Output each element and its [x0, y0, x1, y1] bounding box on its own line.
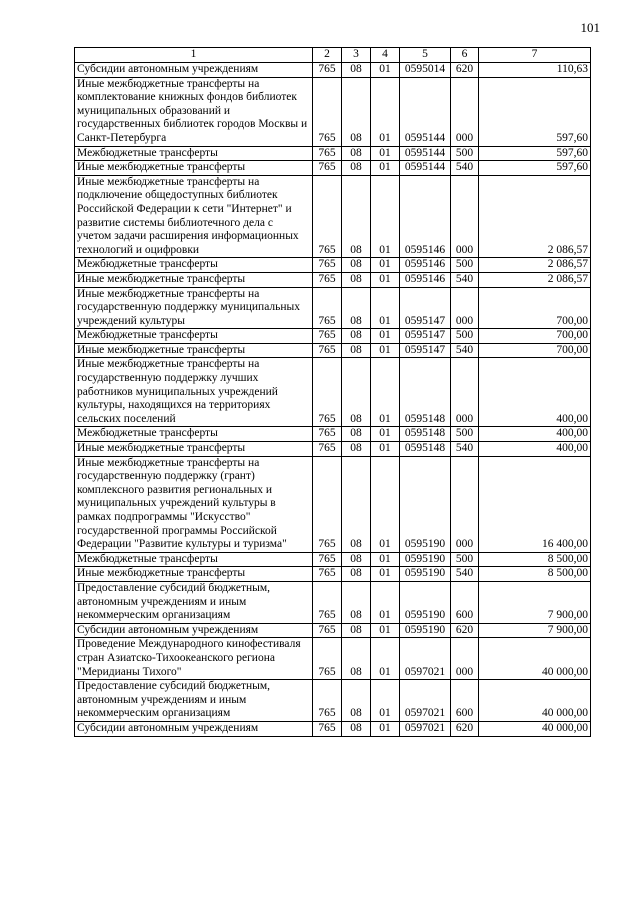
amount-cell: 7 900,00 — [479, 581, 591, 623]
table-row — [75, 77, 591, 146]
table-row — [75, 343, 591, 358]
table-row — [75, 175, 591, 258]
table-row — [75, 272, 591, 287]
table-row — [75, 146, 591, 161]
ministry-code: 765 — [313, 329, 342, 344]
target-article-code: 0595146 — [400, 258, 451, 273]
row-description: Иные межбюджетные трансферты — [75, 343, 313, 358]
table-row — [75, 721, 591, 736]
amount-cell: 597,60 — [479, 146, 591, 161]
amount-cell: 700,00 — [479, 343, 591, 358]
subsection-code: 01 — [371, 638, 400, 680]
subsection-code: 01 — [371, 680, 400, 722]
amount-cell: 2 086,57 — [479, 272, 591, 287]
ministry-code: 765 — [313, 552, 342, 567]
ministry-code: 765 — [313, 146, 342, 161]
section-code: 08 — [342, 358, 371, 427]
amount-cell: 700,00 — [479, 329, 591, 344]
section-code: 08 — [342, 721, 371, 736]
subsection-code: 01 — [371, 721, 400, 736]
amount-cell: 400,00 — [479, 442, 591, 457]
expense-type-code: 500 — [451, 329, 479, 344]
subsection-code: 01 — [371, 456, 400, 552]
target-article-code: 0595148 — [400, 427, 451, 442]
expense-type-code: 540 — [451, 567, 479, 582]
ministry-code: 765 — [313, 258, 342, 273]
row-description: Субсидии автономным учреждениям — [75, 623, 313, 638]
ministry-code: 765 — [313, 287, 342, 329]
target-article-code: 0595144 — [400, 161, 451, 176]
column-header: 6 — [451, 48, 479, 63]
section-code: 08 — [342, 680, 371, 722]
section-code: 08 — [342, 329, 371, 344]
subsection-code: 01 — [371, 567, 400, 582]
ministry-code: 765 — [313, 175, 342, 258]
target-article-code: 0595190 — [400, 456, 451, 552]
expense-type-code: 620 — [451, 721, 479, 736]
ministry-code: 765 — [313, 567, 342, 582]
section-code: 08 — [342, 456, 371, 552]
target-article-code: 0595146 — [400, 175, 451, 258]
table-row — [75, 581, 591, 623]
section-code: 08 — [342, 272, 371, 287]
amount-cell: 2 086,57 — [479, 258, 591, 273]
target-article-code: 0595148 — [400, 358, 451, 427]
subsection-code: 01 — [371, 343, 400, 358]
subsection-code: 01 — [371, 552, 400, 567]
expense-type-code: 540 — [451, 442, 479, 457]
amount-cell: 700,00 — [479, 287, 591, 329]
expense-type-code: 000 — [451, 638, 479, 680]
expense-type-code: 000 — [451, 358, 479, 427]
target-article-code: 0595190 — [400, 567, 451, 582]
row-description: Иные межбюджетные трансферты на подключение общедоступных библиотек Российской Федерации к сети "Интернет" и развитие системы библиотечного дела с учетом задачи расширения информационных технологий и оцифровки — [75, 175, 313, 258]
expense-type-code: 000 — [451, 287, 479, 329]
ministry-code: 765 — [313, 63, 342, 78]
amount-cell: 2 086,57 — [479, 175, 591, 258]
section-code: 08 — [342, 427, 371, 442]
row-description: Иные межбюджетные трансферты — [75, 442, 313, 457]
table-row — [75, 552, 591, 567]
amount-cell: 8 500,00 — [479, 552, 591, 567]
page-number: 101 — [580, 20, 600, 35]
target-article-code: 0595190 — [400, 581, 451, 623]
target-article-code: 0595148 — [400, 442, 451, 457]
target-article-code: 0595190 — [400, 552, 451, 567]
target-article-code: 0595190 — [400, 623, 451, 638]
subsection-code: 01 — [371, 258, 400, 273]
expense-type-code: 620 — [451, 63, 479, 78]
expense-type-code: 540 — [451, 343, 479, 358]
ministry-code: 765 — [313, 272, 342, 287]
section-code: 08 — [342, 161, 371, 176]
subsection-code: 01 — [371, 63, 400, 78]
section-code: 08 — [342, 552, 371, 567]
target-article-code: 0597021 — [400, 680, 451, 722]
table-row — [75, 329, 591, 344]
row-description: Иные межбюджетные трансферты на комплектование книжных фондов библиотек муниципальных образований и государственных библиотек городов Москвы и Санкт-Петербурга — [75, 77, 313, 146]
ministry-code: 765 — [313, 623, 342, 638]
subsection-code: 01 — [371, 161, 400, 176]
column-header: 3 — [342, 48, 371, 63]
subsection-code: 01 — [371, 581, 400, 623]
table-body — [75, 63, 591, 737]
amount-cell: 40 000,00 — [479, 721, 591, 736]
row-description: Предоставление субсидий бюджетным, автономным учреждениям и иным некоммерческим организациям — [75, 581, 313, 623]
ministry-code: 765 — [313, 343, 342, 358]
section-code: 08 — [342, 258, 371, 273]
section-code: 08 — [342, 175, 371, 258]
table-row — [75, 623, 591, 638]
section-code: 08 — [342, 343, 371, 358]
row-description: Иные межбюджетные трансферты — [75, 161, 313, 176]
subsection-code: 01 — [371, 146, 400, 161]
subsection-code: 01 — [371, 287, 400, 329]
table-header-row — [75, 48, 591, 63]
row-description: Межбюджетные трансферты — [75, 329, 313, 344]
subsection-code: 01 — [371, 175, 400, 258]
row-description: Иные межбюджетные трансферты на государственную поддержку муниципальных учреждений культуры — [75, 287, 313, 329]
column-header: 2 — [313, 48, 342, 63]
column-header: 5 — [400, 48, 451, 63]
expense-type-code: 600 — [451, 680, 479, 722]
target-article-code: 0597021 — [400, 721, 451, 736]
target-article-code: 0595147 — [400, 343, 451, 358]
target-article-code: 0595146 — [400, 272, 451, 287]
expense-type-code: 540 — [451, 161, 479, 176]
table-row — [75, 456, 591, 552]
target-article-code: 0595147 — [400, 329, 451, 344]
section-code: 08 — [342, 581, 371, 623]
amount-cell: 400,00 — [479, 427, 591, 442]
ministry-code: 765 — [313, 442, 342, 457]
section-code: 08 — [342, 77, 371, 146]
subsection-code: 01 — [371, 329, 400, 344]
row-description: Иные межбюджетные трансферты — [75, 272, 313, 287]
row-description: Межбюджетные трансферты — [75, 258, 313, 273]
row-description: Межбюджетные трансферты — [75, 146, 313, 161]
row-description: Субсидии автономным учреждениям — [75, 63, 313, 78]
table-row — [75, 63, 591, 78]
column-header: 7 — [479, 48, 591, 63]
ministry-code: 765 — [313, 638, 342, 680]
ministry-code: 765 — [313, 358, 342, 427]
budget-table — [74, 47, 591, 737]
row-description: Межбюджетные трансферты — [75, 427, 313, 442]
column-header: 4 — [371, 48, 400, 63]
amount-cell: 597,60 — [479, 161, 591, 176]
expense-type-code: 540 — [451, 272, 479, 287]
expense-type-code: 000 — [451, 77, 479, 146]
section-code: 08 — [342, 638, 371, 680]
row-description: Межбюджетные трансферты — [75, 552, 313, 567]
table-row — [75, 680, 591, 722]
section-code: 08 — [342, 442, 371, 457]
ministry-code: 765 — [313, 721, 342, 736]
expense-type-code: 000 — [451, 175, 479, 258]
column-header: 1 — [75, 48, 313, 63]
subsection-code: 01 — [371, 442, 400, 457]
amount-cell: 40 000,00 — [479, 680, 591, 722]
table-row — [75, 258, 591, 273]
section-code: 08 — [342, 287, 371, 329]
row-description: Проведение Международного кинофестиваля стран Азиатско-Тихоокеанского региона "Меридианы Тихого" — [75, 638, 313, 680]
subsection-code: 01 — [371, 427, 400, 442]
amount-cell: 16 400,00 — [479, 456, 591, 552]
ministry-code: 765 — [313, 161, 342, 176]
amount-cell: 597,60 — [479, 77, 591, 146]
expense-type-code: 620 — [451, 623, 479, 638]
ministry-code: 765 — [313, 427, 342, 442]
section-code: 08 — [342, 146, 371, 161]
expense-type-code: 500 — [451, 258, 479, 273]
expense-type-code: 500 — [451, 146, 479, 161]
amount-cell: 110,63 — [479, 63, 591, 78]
ministry-code: 765 — [313, 77, 342, 146]
expense-type-code: 500 — [451, 552, 479, 567]
ministry-code: 765 — [313, 456, 342, 552]
subsection-code: 01 — [371, 272, 400, 287]
expense-type-code: 000 — [451, 456, 479, 552]
amount-cell: 8 500,00 — [479, 567, 591, 582]
table-row — [75, 638, 591, 680]
table-row — [75, 427, 591, 442]
target-article-code: 0595144 — [400, 146, 451, 161]
row-description: Предоставление субсидий бюджетным, автономным учреждениям и иным некоммерческим организациям — [75, 680, 313, 722]
target-article-code: 0597021 — [400, 638, 451, 680]
row-description: Иные межбюджетные трансферты на государственную поддержку (грант) комплексного развития региональных и муниципальных учреждений культуры в рамках подпрограммы "Искусство" государственной программы Российской Федерации "Развитие культуры и туризма" — [75, 456, 313, 552]
target-article-code: 0595144 — [400, 77, 451, 146]
section-code: 08 — [342, 63, 371, 78]
section-code: 08 — [342, 567, 371, 582]
subsection-code: 01 — [371, 358, 400, 427]
section-code: 08 — [342, 623, 371, 638]
target-article-code: 0595014 — [400, 63, 451, 78]
row-description: Иные межбюджетные трансферты — [75, 567, 313, 582]
table-row — [75, 442, 591, 457]
expense-type-code: 500 — [451, 427, 479, 442]
row-description: Иные межбюджетные трансферты на государственную поддержку лучших работников муниципальных учреждений культуры, находящихся на территориях сельских поселений — [75, 358, 313, 427]
amount-cell: 400,00 — [479, 358, 591, 427]
table-row — [75, 358, 591, 427]
amount-cell: 7 900,00 — [479, 623, 591, 638]
target-article-code: 0595147 — [400, 287, 451, 329]
table-row — [75, 567, 591, 582]
table-row — [75, 161, 591, 176]
subsection-code: 01 — [371, 77, 400, 146]
ministry-code: 765 — [313, 680, 342, 722]
expense-type-code: 600 — [451, 581, 479, 623]
table-row — [75, 287, 591, 329]
ministry-code: 765 — [313, 581, 342, 623]
amount-cell: 40 000,00 — [479, 638, 591, 680]
row-description: Субсидии автономным учреждениям — [75, 721, 313, 736]
subsection-code: 01 — [371, 623, 400, 638]
